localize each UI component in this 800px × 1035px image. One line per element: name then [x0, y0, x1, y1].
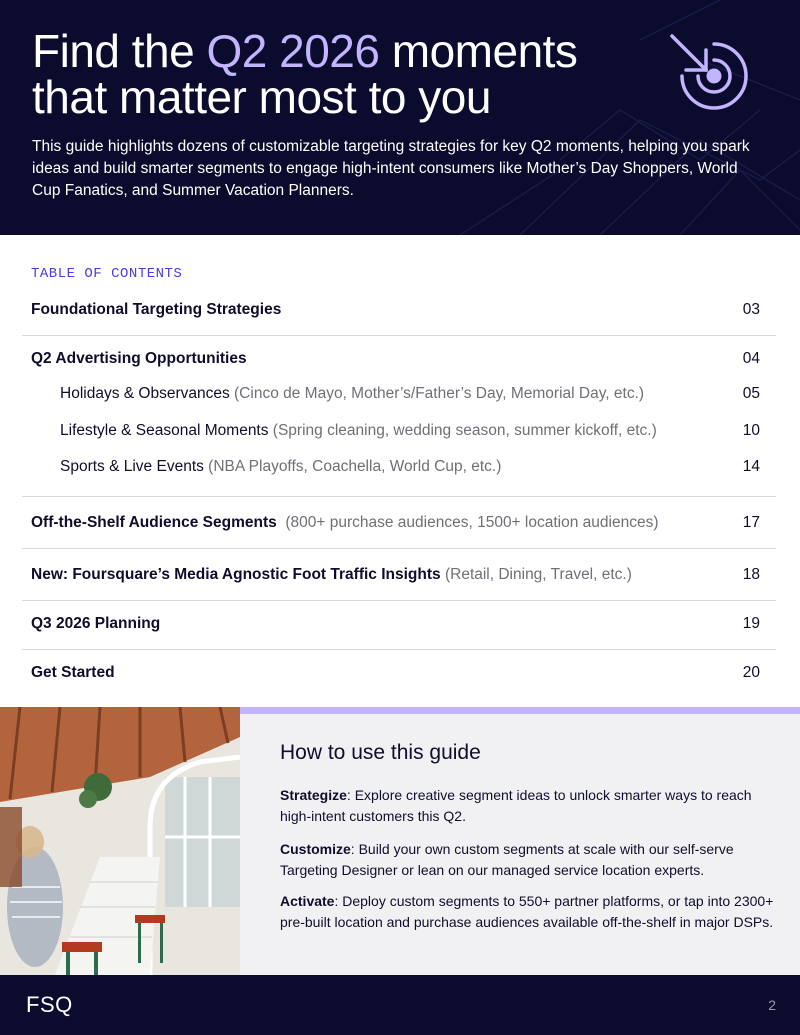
divider: [22, 548, 776, 549]
toc-page-number: 04: [742, 350, 760, 367]
howto-strategize: Strategize: Explore creative segment ideas to unlock smarter ways to reach high-intent customers this Q2.: [280, 787, 752, 824]
divider: [22, 649, 776, 650]
divider: [22, 335, 776, 336]
footer: [0, 975, 800, 1035]
howto-customize: Customize: Build your own custom segments at scale with our self-serve Targeting Designer or lean on our managed service location experts.: [280, 841, 734, 878]
divider: [22, 600, 776, 601]
how-to-panel: [240, 707, 800, 975]
page-number: 2: [768, 997, 776, 1013]
toc-page-number: 17: [742, 514, 760, 531]
toc-page-number: 10: [742, 422, 760, 439]
page-title: Find the Q2 2026 moments that matter most to you: [32, 25, 578, 123]
divider: [22, 496, 776, 497]
cafe-photo: [0, 707, 240, 975]
howto-activate: Activate: Deploy custom segments to 550+ partner platforms, or tap into 2300+ pre-built location and purchase audiences available off-the-shelf in major DSPs.: [280, 893, 774, 930]
toc-label: TABLE OF CONTENTS: [31, 266, 183, 282]
intro-paragraph: This guide highlights dozens of customizable targeting strategies for key Q2 moments, helping you spark ideas and build smarter segments to engage high-intent consumers like Mother’s Day Shoppers, World Cup Fanatics, and Summer Vacation Planners.: [32, 138, 750, 199]
toc-page-number: 03: [742, 301, 760, 318]
how-to-section: [0, 707, 800, 975]
toc-page-number: 20: [742, 664, 760, 681]
hero-banner: [0, 0, 800, 235]
toc-page-number: 18: [742, 566, 760, 583]
how-to-heading: How to use this guide: [280, 741, 481, 764]
target-arrow-icon: [662, 30, 754, 122]
title-accent: Q2 2026: [206, 25, 380, 77]
fsq-logo: FSQ: [26, 992, 73, 1017]
toc-page-number: 19: [742, 615, 760, 632]
toc-page-number: 05: [742, 385, 760, 402]
toc-page-number: 14: [742, 458, 760, 475]
